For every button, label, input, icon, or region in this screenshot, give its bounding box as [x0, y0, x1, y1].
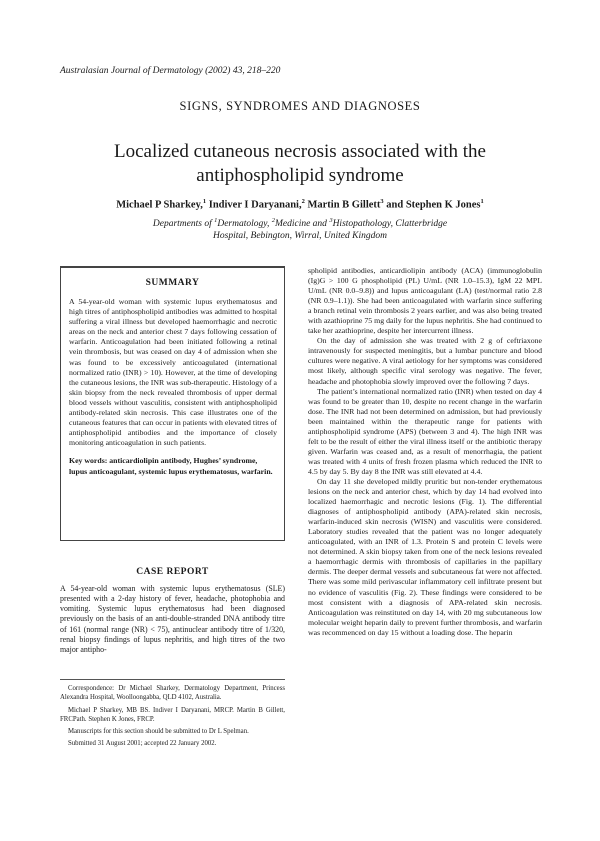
- affiliation-dept: Histopathology, Clatterbridge: [332, 219, 448, 230]
- author-affiliation-mark: 2: [301, 198, 305, 205]
- affiliation-prefix: Departments of: [152, 219, 215, 230]
- case-report-heading: CASE REPORT: [136, 567, 209, 577]
- summary-box: [60, 266, 285, 541]
- title-line-2: antiphospholipid syndrome: [196, 165, 404, 186]
- right-column-body: [308, 266, 542, 638]
- author-list: [60, 198, 540, 211]
- body-paragraph: On day 11 she developed mildly pruritic but non-tender erythematous lesions on the neck and anterior chest, which by day 14 had evolved into localized haemorrhagic and necrotic lesions (Fig. 1). The differential diagnoses of antiphospholipid antibody (APA)-related skin necrosis, warfarin-induced skin necrosis (WISN) and vasculitis were considered. Laboratory studies revealed that the patient was no longer adequately anticoagulated, with an INR of 1.3. Protein S and protein C levels were not determined. A skin biopsy taken from one of the neck lesions revealed a haemorrhagic dermis with thrombosis of capillaries in the papillary dermis. The deeper dermal vessels and subcutaneous fat were not affected. There was some mild perivascular inflammatory cell infiltrate present but no evidence of vasculitis (Fig. 2). These findings were considered to be most consistent with a diagnosis of APA-related skin necrosis. Anticoagulation was reinstituted on day 14, with 20 mg subcutaneous low molecular weight heparin daily to prevent further thrombosis, and warfarin was recommenced on day 15 without a loading dose. The heparin: [308, 476, 542, 637]
- article-title: [70, 140, 530, 188]
- footnote-correspondence: Correspondence: Dr Michael Sharkey, Dermatology Department, Princess Alexandra Hospital, Woolloongabba, QLD 4102, Australia.: [60, 685, 285, 702]
- affiliation-line-2: Hospital, Bebington, Wirral, United Kingdom: [213, 231, 387, 242]
- keywords: Key words: anticardiolipin antibody, Hughes’ syndrome, lupus anticoagulant, systemic lupus erythematosus, warfarin.: [69, 456, 273, 476]
- case-report-text: A 54-year-old woman with systemic lupus erythematosus (SLE) presented with a 2-day history of fever, headache, photophobia and vomiting. Systemic lupus erythematosus had been diagnosed previously on the basis of an anti-double-stranded DNA antibody titre of 161 (normal range (NR) < 75), antinuclear antibody titre of 1/320, renal biopsy findings of lupus nephritis, and high titres of the two major antipho-: [60, 584, 285, 654]
- body-paragraph: spholipid antibodies, anticardiolipin antibody (ACA) (immunoglobulin (Ig)G > 100 G phospholipid (PL) U/mL (NR 1.0–15.3), IgM 22 MPL U/mL (NR 0.0–9.8)) and lupus anticoagulant (LA) (test/normal ratio 2.8 (NR 0.9–1.1)). She had been anticoagulated with warfarin since suffering a branch retinal vein thrombosis 2 years earlier, and was also being treated with azathioprine 75 mg daily for the lupus nephritis. She had continued to take her azathioprine, despite her intercurrent illness.: [308, 266, 542, 336]
- author-name: Michael P Sharkey,: [116, 199, 203, 211]
- affiliation-mark: 2: [271, 217, 275, 224]
- footnote-divider: [60, 679, 285, 680]
- footnote-submission-note: Manuscripts for this section should be submitted to Dr L Spelman.: [68, 728, 249, 736]
- affiliation-line-1: [140, 215, 460, 230]
- affiliation-dept: Dermatology,: [217, 219, 272, 230]
- summary-text: A 54-year-old woman with systemic lupus erythematosus and high titres of antiphospholipid antibodies was admitted to hospital suffering a viral illness but developed haemorrhagic and necrotic areas on the neck and anterior chest 7 days following cessation of warfarin. Anticoagulation had been initiated following a retinal vein thrombosis, but was ceased on day 4 of admission when she was found to be excessively anticoagulated (international normalized ratio (INR) > 10). However, at the time of developing the cutaneous lesions, the INR was sub-therapeutic. Histology of a skin biopsy from the neck revealed thrombosis of upper dermal blood vessels without vasculitis, consistent with antiphospholipid antibody-related skin necrosis. This case illustrates one of the cutaneous features that can occur in patients with elevated titres of antiphospholipid antibodies and the importance of closely monitoring anticoagulation in such patients.: [69, 297, 277, 448]
- title-line-1: Localized cutaneous necrosis associated with the: [114, 141, 486, 162]
- journal-citation: Australasian Journal of Dermatology (2002) 43, 218–220: [60, 66, 281, 76]
- affiliations: [140, 215, 460, 242]
- author-affiliation-mark: 3: [380, 198, 384, 205]
- author-name: Martin B Gillett: [304, 199, 381, 211]
- author-name: and Stephen K Jones: [383, 199, 481, 211]
- footnotes: [60, 684, 285, 752]
- author-affiliation-mark: 1: [202, 198, 207, 205]
- author-name: Indiver I Daryanani,: [206, 199, 302, 211]
- footnote-dates: Submitted 31 August 2001; accepted 22 January 2002.: [68, 740, 217, 748]
- body-paragraph: The patient’s international normalized ratio (INR) when tested on day 4 was found to be greater than 10, despite no recent change in the warfarin dose. The INR had not been determined on admission, but had previously been maintained within the therapeutic range for patients with antiphospholipid syndrome (APS) (between 3 and 4). The high INR was felt to be the result of either the viral illness itself or the antibiotic therapy given. Warfarin was ceased and, as a result of menorrhagia, the patient was treated with 4 units of fresh frozen plasma which reduced the INR to 4.5 by day 5. By day 8 the INR was still elevated at 4.4.: [308, 386, 542, 476]
- summary-heading: SUMMARY: [145, 278, 200, 288]
- affiliation-mark: 1: [214, 217, 218, 224]
- author-affiliation-mark: 1: [480, 198, 484, 205]
- affiliation-dept: Medicine and: [274, 219, 330, 230]
- footnote-credentials: Michael P Sharkey, MB BS. Indiver I Daryanani, MRCP. Martin B Gillett, FRCPath. Stephen K Jones, FRCP.: [60, 706, 285, 723]
- body-paragraph: On the day of admission she was treated with 2 g of ceftriaxone intravenously for suspected meningitis, but a lumbar puncture and blood cultures were negative. A viral aetiology for her symptoms was considered most likely, although specific viral serology was negative. The fever, headache and photophobia slowly improved over the following 7 days.: [308, 336, 542, 386]
- section-heading: SIGNS, SYNDROMES AND DIAGNOSES: [179, 99, 421, 113]
- affiliation-mark: 3: [329, 217, 333, 224]
